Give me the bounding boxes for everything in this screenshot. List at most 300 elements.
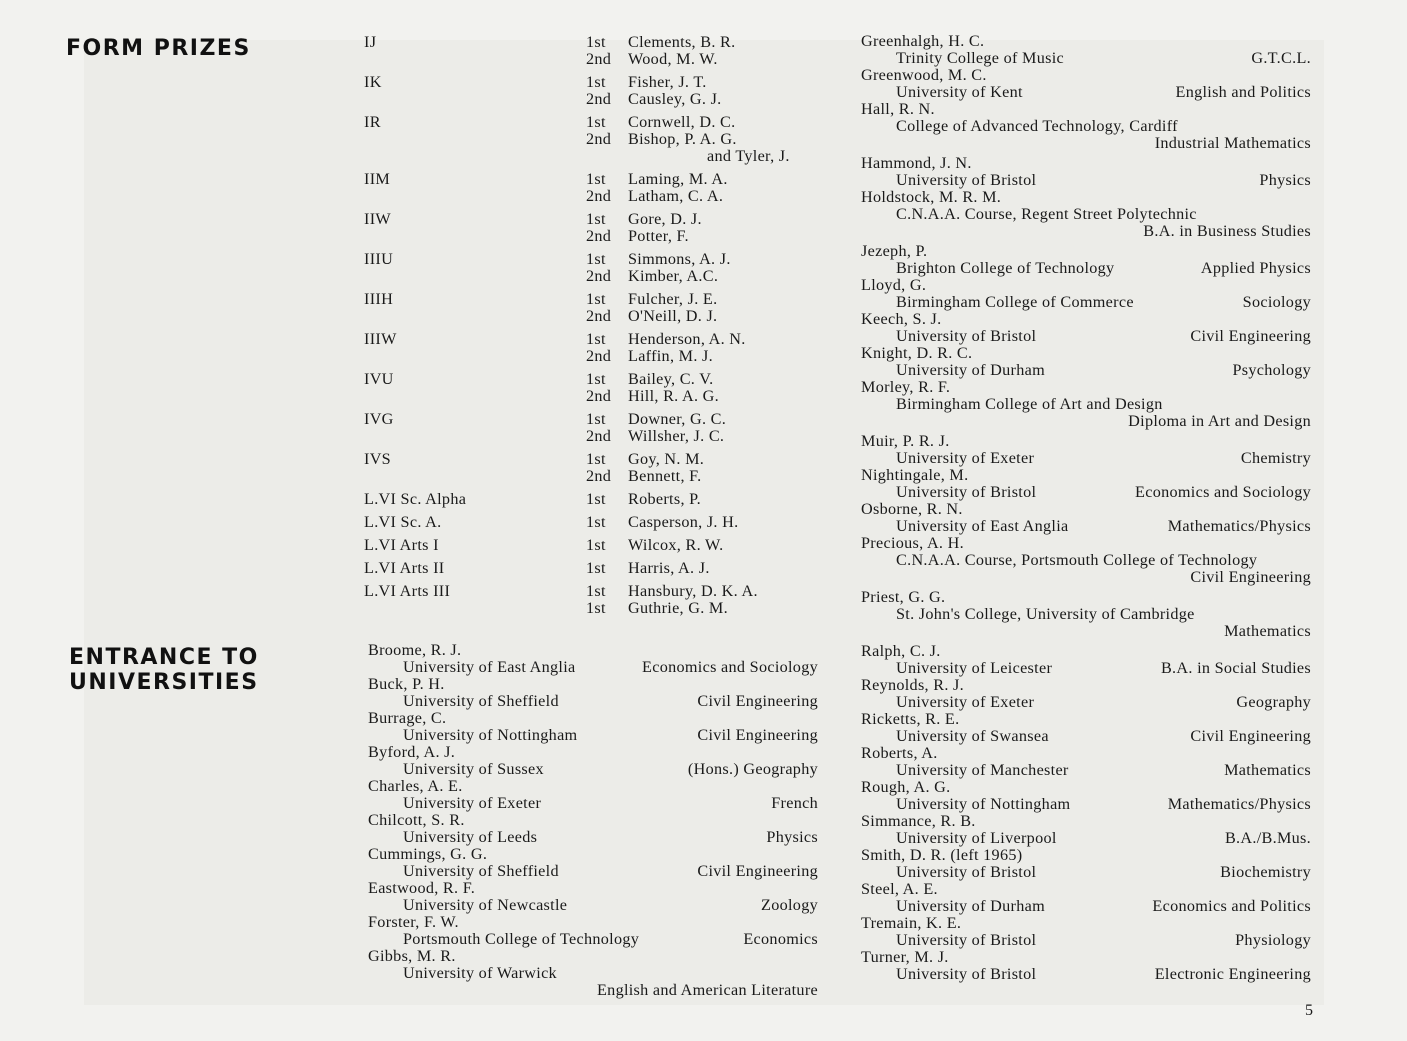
institution-line [861, 450, 1311, 467]
form-prize-row [364, 583, 834, 623]
entrance-list-column-1 [368, 642, 818, 999]
student-name: Tremain, K. E. [861, 914, 962, 932]
subject-name: Applied Physics [1200, 259, 1311, 277]
institution-line [368, 693, 818, 710]
institution-name: Birmingham College of Art and Design [896, 395, 1163, 413]
institution-name: University of Swansea [896, 727, 1049, 745]
prize-line [586, 348, 713, 365]
institution-name: University of Durham [896, 361, 1045, 379]
student-name: Jezeph, P. [861, 242, 928, 260]
form-name: IIM [364, 170, 391, 188]
institution-name: University of East Anglia [896, 517, 1069, 535]
prize-rank: 1st [586, 250, 606, 268]
prize-rank: 1st [586, 450, 606, 468]
prize-winner-name: Laffin, M. J. [628, 347, 713, 365]
prize-rank: 2nd [586, 130, 612, 148]
student-name: Lloyd, G. [861, 276, 927, 294]
prize-winner-name: Willsher, J. C. [628, 427, 725, 445]
form-name: IVU [364, 370, 394, 388]
prize-winner-name: Bennett, F. [628, 467, 702, 485]
form-prize-row [364, 211, 834, 251]
prize-winner-name: O'Neill, D. J. [628, 307, 718, 325]
entrance-entry [368, 948, 818, 999]
institution-line [861, 518, 1311, 535]
prize-rank: 1st [586, 536, 606, 554]
institution-name: University of Bristol [896, 171, 1037, 189]
institution-line [861, 864, 1311, 881]
prize-winner-name: Wood, M. W. [628, 50, 718, 68]
subject-name: Zoology [761, 896, 818, 914]
subject-name: Chemistry [1240, 449, 1311, 467]
form-name: IK [364, 73, 382, 91]
prize-line [586, 371, 713, 388]
prize-rank: 1st [586, 73, 606, 91]
prize-winner-name: Hill, R. A. G. [628, 387, 719, 405]
subject-name: English and Politics [1175, 83, 1311, 101]
entrance-entry [861, 881, 1311, 915]
prize-rank: 1st [586, 330, 606, 348]
subject-name: Sociology [1242, 293, 1311, 311]
prize-line [586, 251, 731, 268]
form-prize-row [364, 34, 834, 74]
form-name: IIIH [364, 290, 394, 308]
institution-line [368, 931, 818, 948]
subject-name: Civil Engineering [697, 726, 818, 744]
prize-line [586, 600, 728, 617]
prize-winner-name: Guthrie, G. M. [628, 599, 728, 617]
entrance-entry [861, 813, 1311, 847]
student-name: Burrage, C. [368, 709, 447, 727]
prize-rank: 2nd [586, 467, 612, 485]
institution-name: University of Exeter [896, 693, 1035, 711]
page-number: 5 [1305, 1002, 1313, 1019]
student-name: Eastwood, R. F. [368, 879, 476, 897]
form-prize-row [364, 514, 834, 537]
student-name: Osborne, R. N. [861, 500, 963, 518]
student-name: Steel, A. E. [861, 880, 938, 898]
prize-rank: 1st [586, 370, 606, 388]
subject-name: Economics and Politics [1152, 897, 1311, 915]
subject-name: Economics and Sociology [642, 658, 818, 676]
subject-name: Civil Engineering [1190, 568, 1311, 586]
institution-line [368, 727, 818, 744]
institution-line [368, 863, 818, 880]
institution-line [861, 694, 1311, 711]
entrance-entry [861, 643, 1311, 677]
subject-name: (Hons.) Geography [687, 760, 818, 778]
subject-name: Physiology [1235, 931, 1311, 949]
subject-name: B.A./B.Mus. [1224, 829, 1311, 847]
prize-line [586, 514, 738, 531]
institution-line [861, 50, 1311, 67]
student-name: Hammond, J. N. [861, 154, 972, 172]
prize-rank: 1st [586, 170, 606, 188]
prize-winner-name: Potter, F. [628, 227, 689, 245]
student-name: Rough, A. G. [861, 778, 951, 796]
institution-line [861, 118, 1311, 135]
student-name: Chilcott, S. R. [368, 811, 465, 829]
entrance-entry [368, 676, 818, 710]
prize-rank: 2nd [586, 347, 612, 365]
entrance-entry [368, 812, 818, 846]
form-name: IIIW [364, 330, 397, 348]
subject-name: Physics [766, 828, 818, 846]
student-name: Nightingale, M. [861, 466, 969, 484]
form-name: IVS [364, 450, 391, 468]
institution-line [861, 362, 1311, 379]
institution-line [861, 172, 1311, 189]
institution-line [368, 795, 818, 812]
entrance-entry [861, 535, 1311, 586]
prize-rank: 1st [586, 290, 606, 308]
institution-line [861, 728, 1311, 745]
institution-name: Trinity College of Music [896, 49, 1065, 67]
subject-name: Psychology [1232, 361, 1311, 379]
prize-line [586, 428, 724, 445]
institution-name: University of Bristol [896, 965, 1037, 983]
prize-winner-name: Wilcox, R. W. [628, 536, 724, 554]
institution-name: University of Manchester [896, 761, 1069, 779]
entrance-entry [861, 589, 1311, 640]
entrance-entry [368, 642, 818, 676]
prize-rank: 2nd [586, 90, 612, 108]
form-name: IJ [364, 33, 377, 51]
prize-winner-name: Clements, B. R. [628, 33, 736, 51]
entrance-entry [861, 779, 1311, 813]
prize-winner-name: Causley, G. J. [628, 90, 722, 108]
subject-name: G.T.C.L. [1251, 49, 1311, 67]
entrance-entry [861, 847, 1311, 881]
form-name: L.VI Sc. Alpha [364, 490, 467, 508]
entrance-entry [861, 311, 1311, 345]
subject-name: Biochemistry [1220, 863, 1311, 881]
subject-name: Mathematics [1224, 761, 1311, 779]
subject-name: Physics [1259, 171, 1311, 189]
entrance-entry [861, 501, 1311, 535]
subject-name: Civil Engineering [1190, 727, 1311, 745]
institution-line [368, 761, 818, 778]
prize-line [586, 131, 737, 148]
prize-rank: 1st [586, 210, 606, 228]
subject-name: B.A. in Business Studies [1143, 222, 1311, 240]
entrance-entry [368, 744, 818, 778]
student-name: Byford, A. J. [368, 743, 456, 761]
institution-name: University of Bristol [896, 931, 1037, 949]
prize-winner-name: Kimber, A.C. [628, 267, 719, 285]
student-name: Gibbs, M. R. [368, 947, 456, 965]
prize-line [586, 537, 723, 554]
prize-winner-name: Hansbury, D. K. A. [628, 582, 758, 600]
prize-line [586, 308, 717, 325]
institution-name: University of Bristol [896, 483, 1037, 501]
prize-line [586, 560, 710, 577]
entrance-entry [368, 710, 818, 744]
student-name: Hall, R. N. [861, 100, 935, 118]
entrance-entry [861, 345, 1311, 379]
prize-rank: 1st [586, 599, 606, 617]
prize-winner-name: Gore, D. J. [628, 210, 702, 228]
subject-name: Electronic Engineering [1154, 965, 1311, 983]
entrance-entry [368, 846, 818, 880]
entrance-list-column-2 [861, 33, 1311, 983]
institution-name: Portsmouth College of Technology [403, 930, 640, 948]
entrance-entry [861, 33, 1311, 67]
entrance-entry [861, 745, 1311, 779]
institution-line [861, 328, 1311, 345]
prize-rank: 1st [586, 490, 606, 508]
form-name: L.VI Sc. A. [364, 513, 442, 531]
institution-line [861, 84, 1311, 101]
prize-winner-name: Laming, M. A. [628, 170, 728, 188]
prize-line [586, 268, 718, 285]
prize-line [586, 114, 735, 131]
student-name: Charles, A. E. [368, 777, 463, 795]
institution-name: University of Leicester [896, 659, 1053, 677]
institution-name: University of Leeds [403, 828, 538, 846]
prize-rank: 2nd [586, 50, 612, 68]
form-prizes-list [364, 34, 834, 623]
prize-line [586, 411, 726, 428]
form-prize-row [364, 537, 834, 560]
form-prize-row [364, 411, 834, 451]
institution-line [861, 796, 1311, 813]
student-name: Muir, P. R. J. [861, 432, 950, 450]
institution-name: University of Bristol [896, 863, 1037, 881]
form-prize-row [364, 371, 834, 411]
institution-name: College of Advanced Technology, Cardiff [896, 117, 1178, 135]
institution-line [861, 830, 1311, 847]
institution-line [861, 396, 1311, 413]
prize-winner-name: Bishop, P. A. G. [628, 130, 737, 148]
form-prizes-heading-text: FORM PRIZES [66, 36, 251, 61]
prize-line [586, 583, 758, 600]
prize-rank: 1st [586, 513, 606, 531]
institution-line [368, 897, 818, 914]
institution-line [861, 966, 1311, 983]
entrance-entry [861, 189, 1311, 240]
form-prize-row [364, 451, 834, 491]
entrance-entry [861, 677, 1311, 711]
institution-name: Birmingham College of Commerce [896, 293, 1134, 311]
prize-rank: 2nd [586, 227, 612, 245]
student-name: Knight, D. R. C. [861, 344, 973, 362]
form-prize-row [364, 331, 834, 371]
student-name: Holdstock, M. R. M. [861, 188, 1002, 206]
entrance-entry [861, 101, 1311, 152]
entrance-entry [861, 277, 1311, 311]
form-prize-row [364, 251, 834, 291]
student-name: Greenhalgh, H. C. [861, 32, 985, 50]
institution-line [861, 260, 1311, 277]
student-name: Priest, G. G. [861, 588, 946, 606]
entrance-entry [861, 915, 1311, 949]
form-prize-row [364, 114, 834, 171]
entrance-entry [861, 243, 1311, 277]
entrance-heading-line-2: UNIVERSITIES [69, 670, 259, 695]
prize-winner-name: Henderson, A. N. [628, 330, 746, 348]
student-name: Keech, S. J. [861, 310, 942, 328]
prize-winner-name: Fulcher, J. E. [628, 290, 718, 308]
student-name: Broome, R. J. [368, 641, 462, 659]
prize-winner-name: Cornwell, D. C. [628, 113, 736, 131]
prize-line [586, 468, 702, 485]
subject-name: Mathematics/Physics [1167, 517, 1311, 535]
entrance-entry [368, 880, 818, 914]
entrance-heading [69, 645, 259, 695]
institution-line [861, 898, 1311, 915]
subject-name: Diploma in Art and Design [1128, 412, 1311, 430]
student-name: Cummings, G. G. [368, 845, 488, 863]
subject-name: Industrial Mathematics [1154, 134, 1311, 152]
institution-name: University of Sheffield [403, 692, 559, 710]
entrance-entry [861, 155, 1311, 189]
institution-name: University of Exeter [403, 794, 542, 812]
prize-rank: 2nd [586, 387, 612, 405]
subject-name: B.A. in Social Studies [1160, 659, 1311, 677]
prize-winner-name: Casperson, J. H. [628, 513, 739, 531]
form-name: IIIU [364, 250, 394, 268]
prize-line [586, 228, 689, 245]
student-name: Forster, F. W. [368, 913, 459, 931]
institution-name: University of Durham [896, 897, 1045, 915]
institution-name: Brighton College of Technology [896, 259, 1115, 277]
institution-name: University of Exeter [896, 449, 1035, 467]
subject-name: Civil Engineering [1190, 327, 1311, 345]
prize-line [586, 91, 722, 108]
prize-line [586, 211, 702, 228]
prize-rank: 2nd [586, 267, 612, 285]
entrance-heading-line-1: ENTRANCE TO [69, 645, 259, 670]
institution-name: University of Liverpool [896, 829, 1057, 847]
institution-name: University of Sheffield [403, 862, 559, 880]
subject-name: Economics [743, 930, 818, 948]
institution-line [861, 932, 1311, 949]
prize-winner-name: Simmons, A. J. [628, 250, 731, 268]
entrance-entry [861, 433, 1311, 467]
prize-line [586, 34, 735, 51]
student-name: Buck, P. H. [368, 675, 445, 693]
institution-line [368, 829, 818, 846]
prize-line [586, 388, 719, 405]
prize-rank: 2nd [586, 187, 612, 205]
institution-name: University of East Anglia [403, 658, 576, 676]
institution-name: University of Bristol [896, 327, 1037, 345]
form-name: IIW [364, 210, 391, 228]
institution-name: C.N.A.A. Course, Regent Street Polytechnic [896, 205, 1197, 223]
prize-line [586, 331, 746, 348]
form-prize-row [364, 171, 834, 211]
prize-rank: 1st [586, 113, 606, 131]
form-prize-row [364, 291, 834, 331]
entrance-entry [861, 949, 1311, 983]
institution-line [368, 965, 818, 982]
subject-name: Geography [1236, 693, 1311, 711]
institution-line [861, 206, 1311, 223]
student-name: Greenwood, M. C. [861, 66, 987, 84]
form-name: L.VI Arts II [364, 559, 445, 577]
institution-line [861, 762, 1311, 779]
subject-name: Mathematics/Physics [1167, 795, 1311, 813]
institution-name: University of Sussex [403, 760, 544, 778]
prize-line [586, 51, 718, 68]
institution-line [368, 659, 818, 676]
prize-rank: 2nd [586, 427, 612, 445]
prize-line [586, 451, 704, 468]
form-prizes-heading [66, 36, 251, 61]
subject-name: English and American Literature [596, 981, 818, 999]
student-name: Turner, M. J. [861, 948, 949, 966]
subject-name: Mathematics [1224, 622, 1311, 640]
student-name: Simmance, R. B. [861, 812, 976, 830]
student-name: Ricketts, R. E. [861, 710, 960, 728]
student-name: Precious, A. H. [861, 534, 964, 552]
prize-line [586, 291, 717, 308]
form-name: L.VI Arts I [364, 536, 439, 554]
prize-line [586, 74, 707, 91]
student-name: Ralph, C. J. [861, 642, 941, 660]
institution-name: University of Warwick [403, 964, 557, 982]
subject-name: Civil Engineering [697, 862, 818, 880]
prize-winner-name: Harris, A. J. [628, 559, 710, 577]
prize-line [586, 188, 723, 205]
prize-continuation: and Tyler, J. [707, 147, 790, 165]
prize-winner-name: Latham, C. A. [628, 187, 724, 205]
prize-winner-name: Fisher, J. T. [628, 73, 707, 91]
institution-line [861, 660, 1311, 677]
institution-line [861, 294, 1311, 311]
entrance-entry [368, 778, 818, 812]
prize-winner-name: Bailey, C. V. [628, 370, 714, 388]
form-prize-row [364, 560, 834, 583]
prize-rank: 1st [586, 559, 606, 577]
subject-name: French [771, 794, 818, 812]
prize-rank: 2nd [586, 307, 612, 325]
form-prize-row [364, 74, 834, 114]
prize-rank: 1st [586, 582, 606, 600]
subject-name: Civil Engineering [697, 692, 818, 710]
form-prize-row [364, 491, 834, 514]
student-name: Roberts, A. [861, 744, 938, 762]
form-name: L.VI Arts III [364, 582, 451, 600]
student-name: Smith, D. R. (left 1965) [861, 846, 1023, 864]
prize-line [586, 491, 701, 508]
prize-rank: 1st [586, 410, 606, 428]
prize-winner-name: Roberts, P. [628, 490, 702, 508]
institution-name: C.N.A.A. Course, Portsmouth College of Technology [896, 551, 1258, 569]
form-name: IVG [364, 410, 394, 428]
entrance-entry [861, 67, 1311, 101]
institution-line [861, 606, 1311, 623]
institution-name: University of Kent [896, 83, 1023, 101]
student-name: Reynolds, R. J. [861, 676, 964, 694]
institution-name: University of Nottingham [403, 726, 578, 744]
institution-name: St. John's College, University of Cambridge [896, 605, 1195, 623]
prize-rank: 1st [586, 33, 606, 51]
prize-winner-name: Goy, N. M. [628, 450, 705, 468]
institution-name: University of Nottingham [896, 795, 1071, 813]
form-name: IR [364, 113, 381, 131]
prize-winner-name: Downer, G. C. [628, 410, 727, 428]
institution-line [861, 484, 1311, 501]
student-name: Morley, R. F. [861, 378, 951, 396]
institution-line [861, 552, 1311, 569]
entrance-entry [861, 379, 1311, 430]
entrance-entry [368, 914, 818, 948]
entrance-entry [861, 467, 1311, 501]
subject-name: Economics and Sociology [1135, 483, 1311, 501]
prize-line [586, 171, 728, 188]
institution-name: University of Newcastle [403, 896, 568, 914]
